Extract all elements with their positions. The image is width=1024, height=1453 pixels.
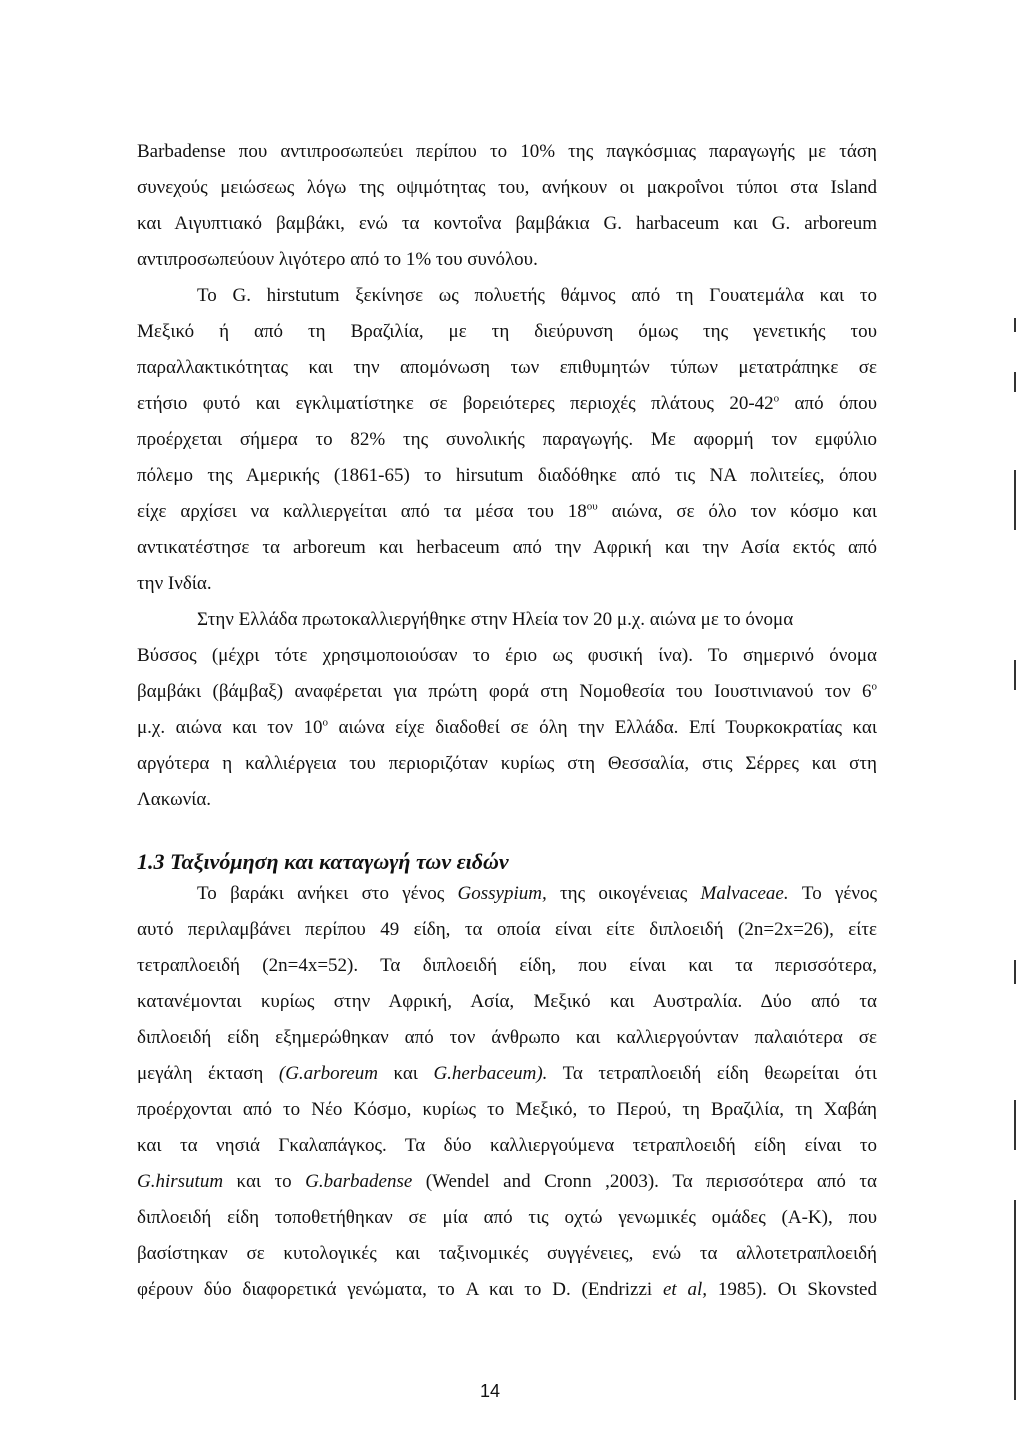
scan-edge-mark — [1014, 960, 1016, 984]
text-line: τετραπλοειδή (2n=4x=52). Τα διπλοειδή είδη, που είναι και τα περισσότερα, — [137, 955, 877, 976]
text-line: αργότερα η καλλιέργεια του περιοριζόταν κυρίως στη Θεσσαλία, στις Σέρρες και στη — [137, 753, 877, 774]
text-line: προέρχεται σήμερα το 82% της συνολικής παραγωγής. Με αφορμή τον εμφύλιο — [137, 429, 877, 450]
text-line: Βύσσος (μέχρι τότε χρησιμοποιούσαν το έριο ως φυσική ίνα). Το σημερινό όνομα — [137, 645, 877, 666]
text-line — [197, 882, 877, 906]
text-run: και το — [223, 1171, 306, 1192]
text-line — [137, 1278, 877, 1302]
text-run: (Wendel and Cronn ,2003). Τα περισσότερα από τα — [412, 1171, 878, 1192]
scan-edge-mark — [1014, 318, 1016, 332]
text-run: της οικογένειας — [546, 883, 701, 904]
text-run: αιώνα είχε διαδοθεί σε όλη την Ελλάδα. Επί Τουρκοκρατίας και — [328, 717, 878, 738]
text-run: και — [377, 1063, 434, 1084]
text-line: αντιπροσωπεύουν λιγότερο από το 1% του συνόλου. — [137, 249, 538, 270]
italic-run: Malvaceae. — [700, 883, 789, 904]
text-line: αυτό περιλαμβάνει περίπου 49 είδη, τα οποία είναι είτε διπλοειδή (2n=2x=26), είτε — [137, 919, 877, 940]
text-run: Το βαράκι ανήκει στο γένος — [197, 883, 458, 904]
text-line: Λακωνία. — [137, 789, 212, 810]
scan-edge-mark — [1014, 660, 1016, 690]
italic-run: Gossypium, — [457, 883, 547, 904]
italic-run: G.herbaceum). — [433, 1063, 548, 1084]
text-line — [137, 500, 877, 524]
page-number: 14 — [479, 1381, 501, 1401]
text-run: Το γένος — [788, 883, 877, 904]
text-run: 1985). Οι Skovsted — [707, 1279, 877, 1300]
text-run: Τα τετραπλοειδή είδη θεωρείται ότι — [547, 1063, 877, 1084]
scan-edge-mark — [1014, 1200, 1016, 1400]
italic-run: G.barbadense — [305, 1171, 413, 1192]
text-line: βασίστηκαν σε κυτολογικές και ταξινομικές συγγένειες, ενώ τα αλλοτετραπλοειδή — [137, 1243, 877, 1264]
text-line — [137, 1062, 877, 1086]
text-line — [137, 392, 877, 416]
text-line — [137, 1170, 877, 1194]
text-line — [137, 680, 877, 704]
text-line: κατανέμονται κυρίως στην Αφρική, Ασία, Μεξικό και Αυστραλία. Δύο από τα — [137, 991, 877, 1012]
superscript: ο — [773, 392, 780, 405]
italic-run: G.hirsutum — [137, 1171, 224, 1192]
text-line: παραλλακτικότητας και την απομόνωση των επιθυμητών τύπων μετατράπηκε σε — [137, 357, 877, 378]
text-line: Μεξικό ή από τη Βραζιλία, με τη διεύρυνση όμως της γενετικής του — [137, 321, 877, 342]
text-line: προέρχονται από το Νέο Κόσμο, κυρίως το Μεξικό, το Περού, τη Βραζιλία, τη Χαβάη — [137, 1099, 877, 1120]
superscript: ο — [871, 680, 877, 693]
text-run: μεγάλη έκταση — [137, 1063, 279, 1084]
text-run: μ.χ. αιώνα και τον 10 — [137, 717, 323, 738]
text-run: είχε αρχίσει να καλλιεργείται από τα μέσα του 18 — [137, 501, 587, 522]
text-line: αντικατέστησε τα arboreum και herbaceum από την Αφρική και την Ασία εκτός από — [137, 537, 877, 558]
superscript: ου — [586, 500, 598, 513]
text-line: συνεχούς μειώσεως λόγω της οψιμότητας του, ανήκουν οι μακροΐνοι τύποι στα Island — [137, 177, 877, 198]
text-run: αιώνα, σε όλο τον κόσμο και — [597, 501, 877, 522]
scan-edge-mark — [1014, 470, 1016, 530]
text-line: την Ινδία. — [137, 573, 212, 594]
text-line: και τα νησιά Γκαλαπάγκος. Τα δύο καλλιεργούμενα τετραπλοειδή είδη είναι το — [137, 1135, 877, 1156]
text-line: Barbadense που αντιπροσωπεύει περίπου το 10% της παγκόσμιας παραγωγής με τάση — [137, 141, 877, 162]
text-line: πόλεμο της Αμερικής (1861-65) το hirsutum διαδόθηκε από τις ΝΑ πολιτείες, όπου — [137, 465, 877, 486]
text-line: Το G. hirstutum ξεκίνησε ως πολυετής θάμνος από τη Γουατεμάλα και το — [197, 285, 877, 306]
italic-run: et al, — [662, 1279, 708, 1300]
text-run: φέρουν δύο διαφορετικά γενώματα, το A και το D. (Endrizzi — [137, 1279, 663, 1300]
text-run: ετήσιο φυτό και εγκλιματίστηκε σε βορειότερες περιοχές πλάτους 20-42 — [137, 393, 774, 414]
superscript: ο — [322, 716, 329, 729]
text-run: από όπου — [779, 393, 877, 414]
text-run: βαμβάκι (βάμβαξ) αναφέρεται για πρώτη φορά στη Νομοθεσία του Ιουστινιανού τον 6 — [137, 681, 872, 702]
section-heading: 1.3 Ταξινόμηση και καταγωγή των ειδών — [137, 849, 509, 874]
text-line: Στην Ελλάδα πρωτοκαλλιεργήθηκε στην Ηλεία τον 20 μ.χ. αιώνα με το όνομα — [197, 609, 794, 630]
scan-edge-mark — [1014, 372, 1016, 392]
text-line: διπλοειδή είδη τοποθετήθηκαν σε μία από τις οχτώ γενωμικές ομάδες (A-K), που — [137, 1207, 877, 1228]
italic-run: (G.arboreum — [278, 1063, 378, 1084]
text-line — [137, 716, 877, 740]
text-line: διπλοειδή είδη εξημερώθηκαν από τον άνθρωπο και καλλιεργούνταν παλαιότερα σε — [137, 1027, 877, 1048]
text-line: και Αιγυπτιακό βαμβάκι, ενώ τα κοντοΐνα βαμβάκια G. harbaceum και G. arboreum — [137, 213, 877, 234]
scan-edge-mark — [1014, 1100, 1016, 1150]
